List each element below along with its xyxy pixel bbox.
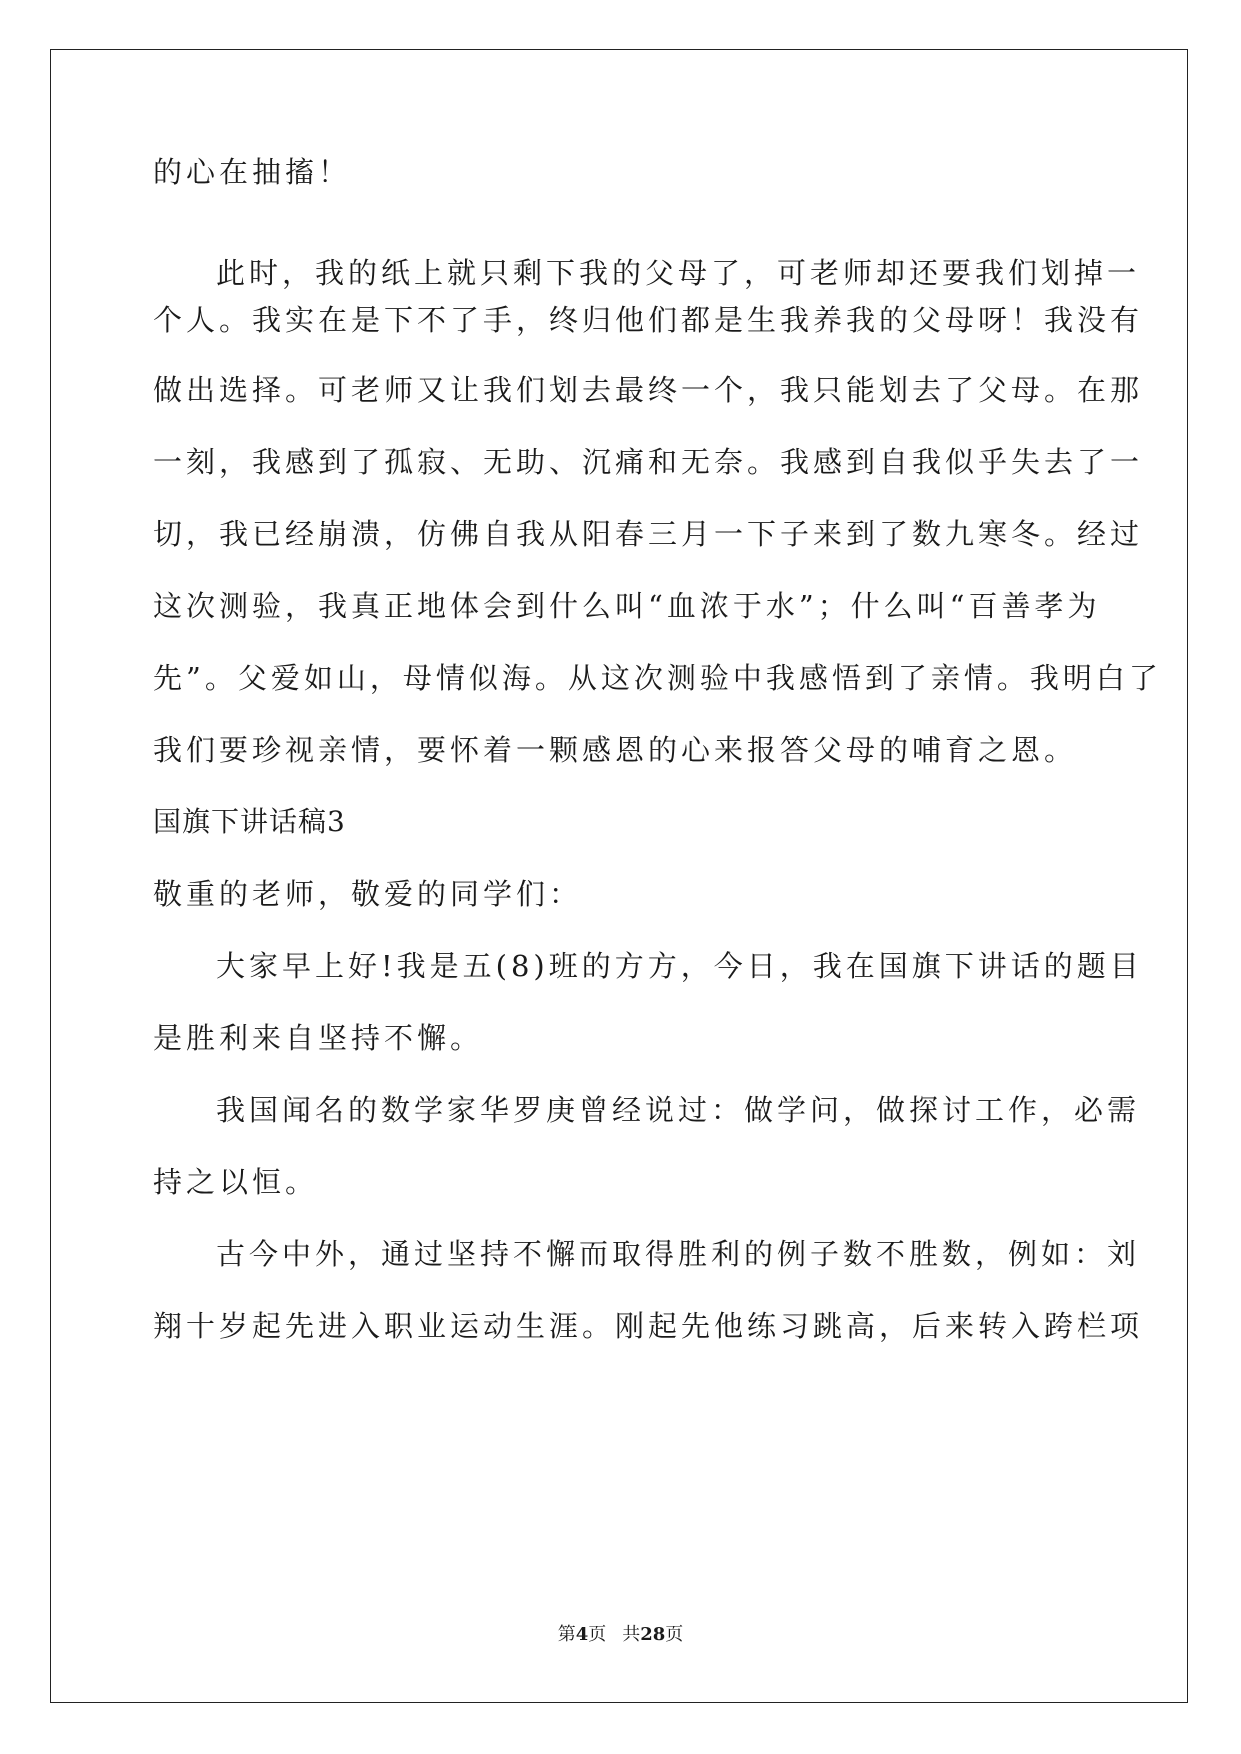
section-heading: 国旗下讲话稿3: [153, 805, 346, 838]
paragraph-line: 翔十岁起先进入职业运动生涯。刚起先他练习跳高，后来转入跨栏项: [153, 1309, 1144, 1343]
paragraph-line: 我国闻名的数学家华罗庚曾经说过：做学问，做探讨工作，必需: [216, 1093, 1141, 1127]
paragraph-line: 古今中外，通过坚持不懈而取得胜利的例子数不胜数，例如：刘: [216, 1237, 1141, 1271]
paragraph-line: 做出选择。可老师又让我们划去最终一个，我只能划去了父母。在那: [153, 373, 1144, 407]
page-prefix: 第: [557, 1624, 576, 1645]
paragraph-line: 一刻，我感到了孤寂、无助、沉痛和无奈。我感到自我似乎失去了一: [153, 445, 1144, 479]
paragraph-line: 这次测验，我真正地体会到什么叫“血浓于水”；什么叫“百善孝为: [153, 589, 1101, 623]
paragraph-line: 持之以恒。: [153, 1165, 319, 1199]
total-prefix: 共: [622, 1624, 641, 1645]
page-footer: [0, 1620, 1241, 1646]
paragraph-line: 我们要珍视亲情，要怀着一颗感恩的心来报答父母的哺育之恩。: [153, 733, 1078, 767]
paragraph-line: 个人。我实在是下不了手，终归他们都是生我养我的父母呀！我没有: [153, 303, 1144, 337]
total-suffix: 页: [665, 1624, 684, 1645]
salutation-line: 敬重的老师，敬爱的同学们：: [153, 877, 583, 911]
paragraph-line: 的心在抽搐！: [153, 155, 352, 189]
page-current: 4: [575, 1624, 589, 1645]
paragraph-line: 切，我已经崩溃，仿佛自我从阳春三月一下子来到了数九寒冬。经过: [153, 517, 1144, 551]
page-suffix: 页: [588, 1624, 607, 1645]
paragraph-line: 是胜利来自坚持不懈。: [153, 1021, 484, 1055]
paragraph-line: 大家早上好!我是五(8)班的方方，今日，我在国旗下讲话的题目: [216, 949, 1143, 983]
paragraph-line: 先”。父爱如山，母情似海。从这次测验中我感悟到了亲情。我明白了: [153, 661, 1162, 695]
paragraph-line: 此时，我的纸上就只剩下我的父母了，可老师却还要我们划掉一: [216, 256, 1141, 290]
page-total: 28: [640, 1624, 666, 1645]
